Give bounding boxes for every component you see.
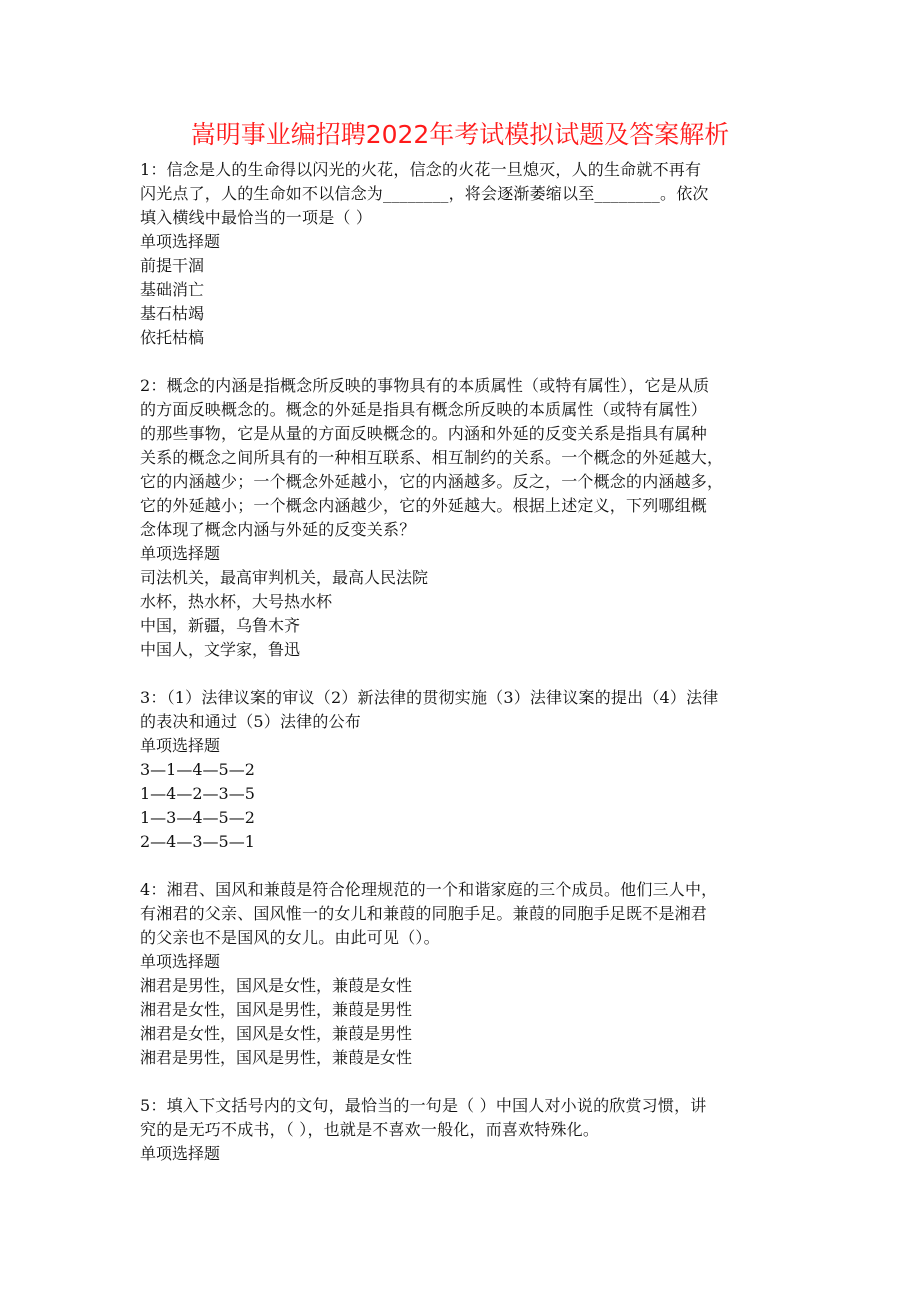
question-stem-line: 的方面反映概念的。概念的外延是指具有概念所反映的本质属性（或特有属性） (140, 400, 708, 419)
question-stem-line: 2：概念的内涵是指概念所反映的事物具有的本质属性（或特有属性），它是从质 (140, 376, 710, 395)
question-stem-line: 有湘君的父亲、国风惟一的女儿和兼葭的同胞手足。兼葭的同胞手足既不是湘君 (140, 904, 708, 923)
answer-option: 水杯，热水杯，大号热水杯 (140, 592, 333, 611)
question-stem-line: 闪光点了，人的生命如不以信念为________，将会逐渐萎缩以至________。依次 (140, 184, 709, 203)
question-stem-line: 4：湘君、国风和兼葭是符合伦理规范的一个和谐家庭的三个成员。他们三人中， (140, 880, 718, 899)
answer-option: 司法机关，最高审判机关，最高人民法院 (140, 568, 429, 587)
answer-option: 2—4—3—5—1 (140, 832, 255, 851)
answer-option: 1—3—4—5—2 (140, 808, 255, 827)
question-4 (140, 878, 788, 1070)
question-stem-line: 念体现了概念内涵与外延的反变关系？ (140, 520, 416, 539)
document-title: 嵩明事业编招聘2022年考试模拟试题及答案解析 (190, 120, 730, 149)
answer-option: 依托枯槁 (140, 328, 205, 347)
answer-option: 1—4—2—3—5 (140, 784, 255, 803)
question-stem-line: 的表决和通过（5）法律的公布 (140, 712, 361, 731)
question-2 (140, 374, 788, 662)
question-stem-line: 1：信念是人的生命得以闪光的火花，信念的火花一旦熄灭，人的生命就不再有 (140, 160, 702, 179)
question-list (140, 158, 788, 1166)
question-stem-line: 3：（1）法律议案的审议（2）新法律的贯彻实施（3）法律议案的提出（4）法律 (140, 688, 719, 707)
question-3 (140, 686, 788, 854)
question-type: 单项选择题 (140, 1144, 221, 1163)
answer-option: 3—1—4—5—2 (140, 760, 255, 779)
answer-option: 基石枯竭 (140, 304, 205, 323)
answer-option: 湘君是男性，国风是男性，兼葭是女性 (140, 1048, 413, 1067)
question-stem-line: 它的外延越小；一个概念内涵越少，它的外延越大。根据上述定义，下列哪组概 (140, 496, 708, 515)
question-stem-line: 的父亲也不是国风的女儿。由此可见（）。 (140, 928, 440, 947)
question-type: 单项选择题 (140, 544, 221, 563)
question-stem-line: 究的是无巧不成书，（ ），也就是不喜欢一般化，而喜欢特殊化。 (140, 1120, 600, 1139)
question-1 (140, 158, 788, 350)
question-stem-line: 它的内涵越少；一个概念外延越小，它的内涵越多。反之，一个概念的内涵越多， (140, 472, 724, 491)
question-stem-line: 的那些事物，它是从量的方面反映概念的。内涵和外延的反变关系是指具有属种 (140, 424, 708, 443)
answer-option: 中国，新疆，乌鲁木齐 (140, 616, 301, 635)
question-type: 单项选择题 (140, 952, 221, 971)
answer-option: 湘君是女性，国风是男性，兼葭是男性 (140, 1000, 413, 1019)
question-stem-line: 关系的概念之间所具有的一种相互联系、相互制约的关系。一个概念的外延越大， (140, 448, 724, 467)
answer-option: 前提干涸 (140, 256, 205, 275)
answer-option: 湘君是男性，国风是女性，兼葭是女性 (140, 976, 413, 995)
question-type: 单项选择题 (140, 736, 221, 755)
answer-option: 湘君是女性，国风是女性，兼葭是男性 (140, 1024, 413, 1043)
question-stem-line: 5：填入下文括号内的文句，最恰当的一句是（ ）中国人对小说的欣赏习惯，讲 (140, 1096, 707, 1115)
question-type: 单项选择题 (140, 232, 221, 251)
question-stem-line: 填入横线中最恰当的一项是（ ） (140, 208, 373, 227)
question-5 (140, 1094, 788, 1166)
answer-option: 基础消亡 (140, 280, 205, 299)
answer-option: 中国人，文学家，鲁迅 (140, 640, 301, 659)
